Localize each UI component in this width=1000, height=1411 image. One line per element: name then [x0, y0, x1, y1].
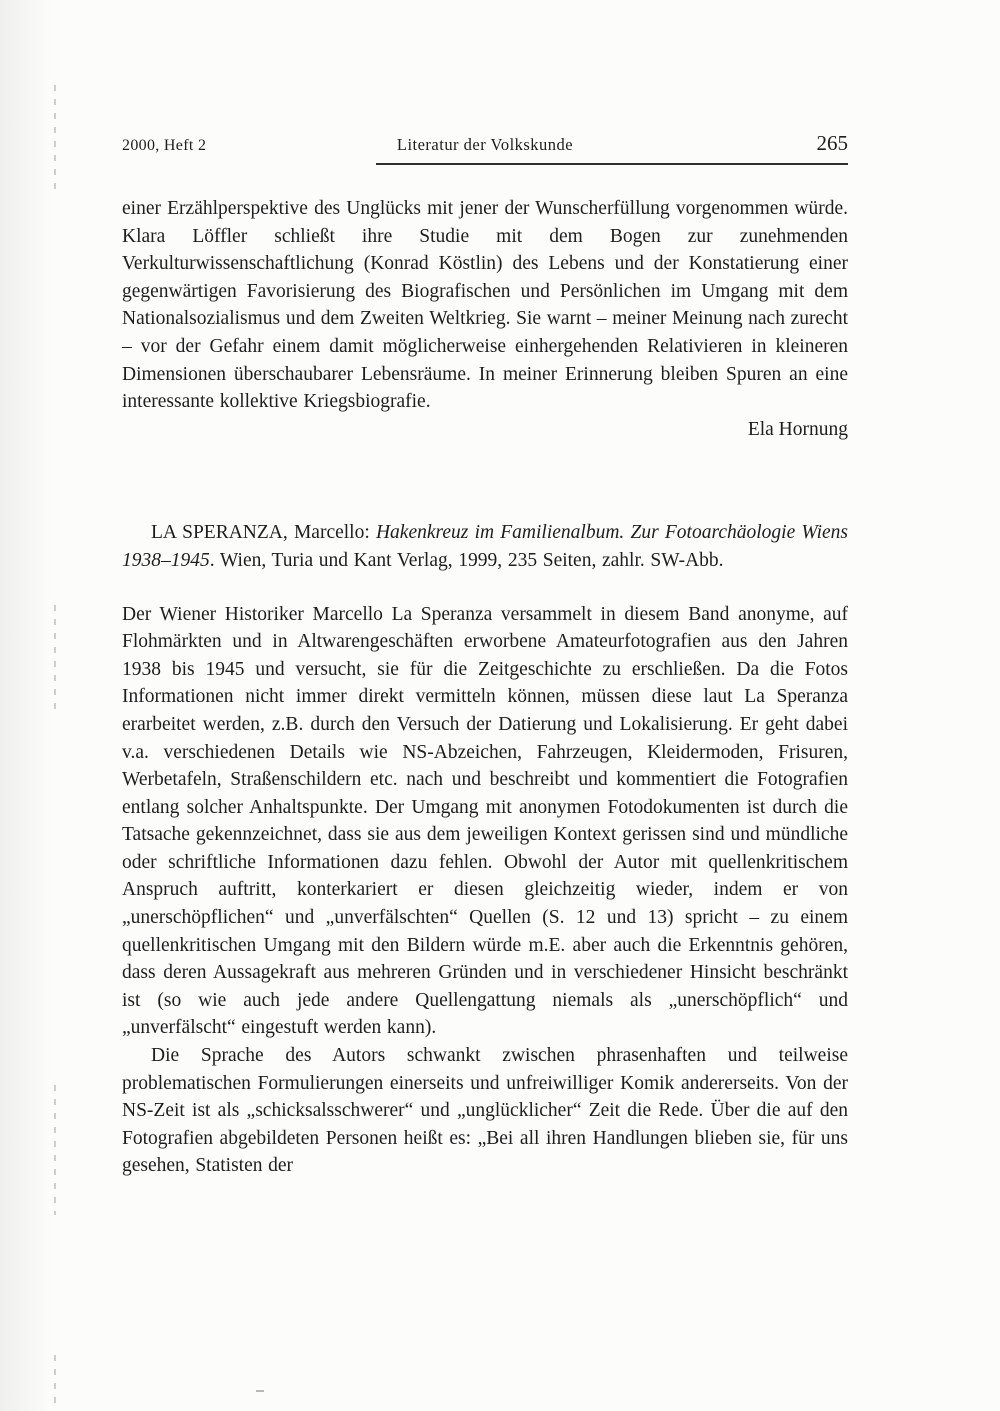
journal-issue: 2000, Heft 2 — [122, 137, 207, 154]
review-la-speranza-paragraph-1: Der Wiener Historiker Marcello La Speranza versammelt in diesem Band anonyme, auf Flohmärkten und in Altwarengeschäften erworbene Amateurfotografien aus den Jahren 1938 bis 1945 und versucht, sie für die Zeitgeschichte zu erschließen. Da die Fotos Informationen nicht immer direkt vermitteln können, müssen diese laut La Speranza erarbeitet werden, z.B. durch den Versuch der Datierung und Lokalisierung. Er geht dabei v.a. verschiedenen Details wie NS-Abzeichen, Fahrzeugen, Kleidermoden, Frisuren, Werbetafeln, Straßenschildern etc. nach und beschreibt und kommentiert die Fotografien entlang solcher Anhaltspunkte. Der Umgang mit anonymen Fotodokumenten ist durch die Tatsache gekennzeichnet, dass sie aus dem jeweiligen Kontext gerissen sind und mündliche oder schriftliche Informationen dazu fehlen. Obwohl der Autor mit quellenkritischem Anspruch auftritt, konterkariert er diesen gleichzeitig wieder, indem er von „unerschöpflichen“ und „unverfälschten“ Quellen (S. 12 und 13) spricht – zu einem quellenkritischen Umgang mit den Bildern würde m.E. aber auch die Erkenntnis gehören, dass deren Aussagekraft aus mehreren Gründen und in verschiedener Hinsicht beschränkt ist (so wie auch jede andere Quellengattung niemals als „unerschöpflich“ und „unverfälscht“ eingestuft werden kann). — [122, 603, 848, 1039]
citation-author: LA SPERANZA, Marcello: — [151, 522, 376, 544]
page-header — [122, 131, 848, 156]
reviewer-signature: Ela Hornung — [747, 418, 848, 440]
scan-artifact — [256, 1390, 264, 1392]
citation-publisher: . Wien, Turia und Kant Verlag, 1999, 235 Seiten, zahlr. SW-Abb. — [209, 549, 724, 571]
scan-edge-shadow — [0, 0, 70, 1411]
citation-title-italic: Hakenkreuz im Familienalbum. Zur Fotoarchäologie Wiens 1938–1945 — [122, 522, 849, 571]
review-hornung-paragraph: einer Erzählperspektive des Unglücks mit jener der Wunscherfüllung vorgenommen würde. Klara Löffler schließt ihre Studie mit dem Bogen zur zunehmenden Verkulturwissenschaftlichung (Konrad Köstlin) des Lebens und der Konstatierung einer gegenwärtigen Favorisierung des Biografischen und Persönlichen im Umgang mit dem Nationalsozialismus und dem Zweiten Weltkrieg. Sie warnt – meiner Meinung nach zurecht – vor der Gefahr einem damit möglicherweise einhergehenden Relativieren in kleineren Dimensionen überschaubarer Lebensräume. In meiner Erinnerung bleiben Spuren an eine interessante kollektive Kriegsbiografie. — [122, 198, 848, 413]
scan-artifact — [54, 605, 56, 715]
page-text-block — [122, 0, 848, 1180]
journal-title: Literatur der Volkskunde — [396, 135, 574, 154]
page-number: 265 — [816, 131, 848, 155]
scan-artifact — [54, 1355, 56, 1411]
scan-artifact — [54, 1085, 56, 1215]
scan-artifact — [54, 85, 56, 195]
header-rule — [376, 163, 848, 165]
review-la-speranza-paragraph-2: Die Sprache des Autors schwankt zwischen phrasenhaften und teilweise problematischen Formulierungen einerseits und unfreiwilliger Komik andererseits. Von der NS-Zeit ist als „schicksalsschwerer“ und „unglücklicher“ Zeit die Rede. Über die auf den Fotografien abgebildeten Personen heißt es: „Bei all ihren Handlungen blieben sie, für uns gesehen, Statisten der — [122, 1045, 848, 1177]
book-citation — [122, 519, 848, 574]
